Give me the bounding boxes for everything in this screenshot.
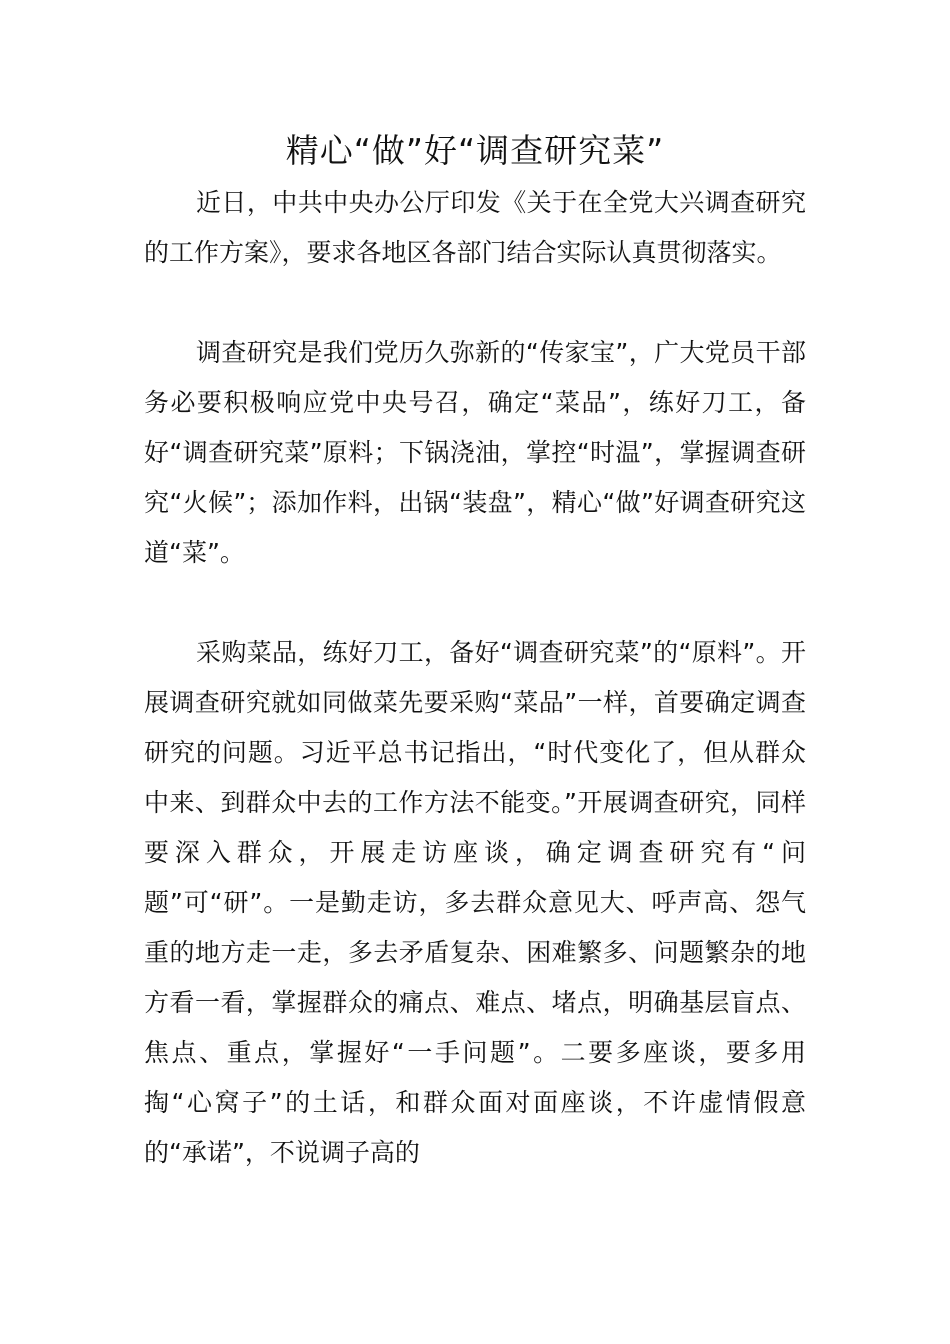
paragraph-2: 调查研究是我们党历久弥新的“传家宝”，广大党员干部务必要积极响应党中央号召，确定“菜品”，练好刀工，备好“调查研究菜”原料；下锅浇油，掌控“时温”，掌握调查研究“火候”；添加作料，出锅“装盘”，精心“做”好调查研究这道“菜”。 bbox=[144, 338, 806, 567]
document-title: 精心“做”好“调查研究菜” bbox=[285, 131, 665, 170]
paragraph-1: 近日，中共中央办公厅印发《关于在全党大兴调查研究的工作方案》，要求各地区各部门结合实际认真贯彻落实。 bbox=[144, 188, 806, 267]
paragraph-3: 采购菜品，练好刀工，备好“调查研究菜”的“原料”。开展调查研究就如同做菜先要采购“菜品”一样，首要确定调查研究的问题。习近平总书记指出，“时代变化了，但从群众中来、到群众中去的工作方法不能变。”开展调查研究，同样要深入群众，开展走访座谈，确定调查研究有“问题”可“研”。一是勤走访，多去群众意见大、呼声高、怨气重的地方走一走，多去矛盾复杂、困难繁多、问题繁杂的地方看一看，掌握群众的痛点、难点、堵点，明确基层盲点、焦点、重点，掌握好“一手问题”。二要多座谈，要多用掏“心窝子”的土话，和群众面对面座谈，不许虚情假意的“承诺”，不说调子高的 bbox=[144, 638, 806, 1167]
document-body bbox=[144, 178, 806, 1178]
